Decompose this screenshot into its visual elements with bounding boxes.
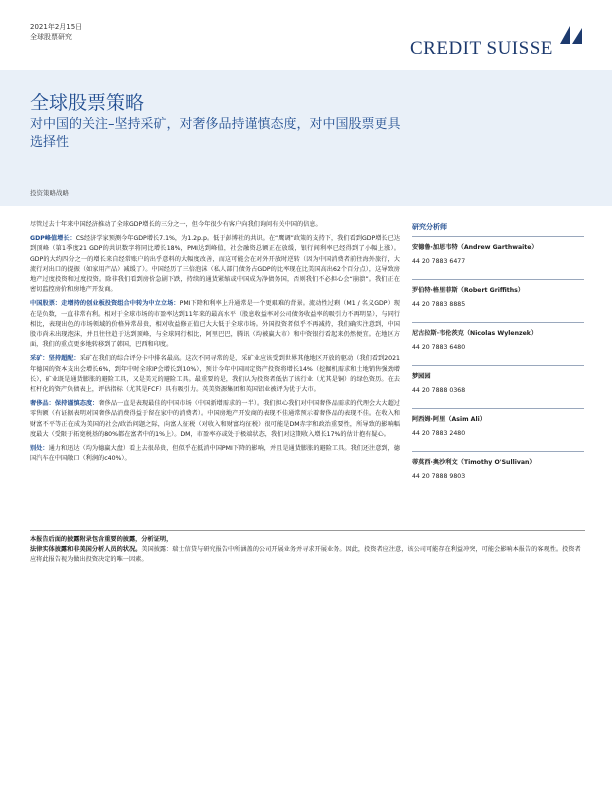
paragraph-lead: 采矿：坚持超配： (30, 355, 80, 363)
series-label: 投资策略战略 (30, 189, 69, 197)
analyst-name: 罗伯特·格里菲斯（Robert Griffiths） (412, 287, 525, 294)
paragraph-text: 奢侈品一直是表现最佳的中国市场（中国新增需求的一半）。我们担心我们对中国奢侈品需求的代理会大大超过零售额（有证据表明对国奢侈品消费得益于留在家中的消费者）。中国房地产开发商的表现不佳通常预示着奢侈品的表现不佳。在收入和财富不平等正在成为美国的社会/政治问题之际，向富人征税（对收入和财富均征税）很可能是DM赤字和政治重要性，所导致的影响幅度最大（受限于拓宽税基的80%都在富者中的1%上）。DM，市盈率亦或处于极端状态，我们对这期收入增长17%的估计抱有疑心。 (30, 400, 400, 438)
analyst-phone: 44 20 7883 2480 (412, 430, 466, 437)
body-paragraph (30, 299, 400, 350)
disclosure-footer (30, 530, 585, 565)
body-paragraph (30, 234, 400, 295)
analyst-entry (412, 236, 584, 279)
analysts-heading: 研究分析师 (412, 223, 447, 231)
page-title: 全球股票策略 (30, 92, 145, 114)
analyst-name: 尼古拉斯·韦伦茨克（Nicolas Wylenzek） (412, 330, 538, 337)
analyst-name: 阿西姆·阿里（Asim Ali） (412, 416, 486, 423)
report-meta (30, 22, 82, 42)
paragraph-text: PMI下降和利率上升通常是一个更艰难的背景。流动性过剩（M1 / 名义GDP）现在是负数，一直非常有利。相对于全球市场的市盈率达到11年来的最高水平（股息收益率对公司债务收益率的吸引力不再明显），与同行相比，表现出色的市场领域的价格异常昂贵，相对收益修正值已大大低于全球市场。外国投资者似乎不再减持，我们确实注意到，中国股市尚未出现泡沫，并且往往趋于达到顶峰，与全球同行相比，阿里巴巴，腾讯（均被赢大市）和中资银行看起来仍然便宜。在地区方面，我们的重点更多地转移到了韩国，巴西和印度。 (30, 300, 400, 349)
analyst-entry (412, 322, 584, 365)
paragraph-lead: GDP峰值增长： (30, 235, 76, 243)
analyst-name: 安德鲁·加思韦特（Andrew Garthwaite） (412, 244, 538, 251)
logo-wordmark: CREDIT SUISSE (410, 38, 553, 59)
paragraph-lead: 奢侈品：保持谨慎态度： (30, 400, 99, 408)
analyst-entry (412, 408, 584, 451)
analyst-entry (412, 451, 584, 494)
body-paragraph (30, 444, 400, 464)
analyst-phone: 44 20 7883 6480 (412, 344, 466, 351)
paragraph-text: CS经济学家预测今年GDP增长7.1%，为1.2p.p。低于彭博社的共识。在“鹰调”政策的支持下，我们看到GDP增长已达到顶峰（第1季度21 GDP的共识数字将同比增长18%，PMI达到峰值，社会融资总额正在放缓，银行间利率已经得到了小幅上涨）。GDP的大约四分之一的增长来自经常账户的出乎意料的大幅度改善，而这可能会在对外开放时逆转（因为中国消费者前往海外旅行，大流行对出口的提振（如家用产品）减缓了）。中国经历了三倍泡沫（私人部门债务占GDP的比率现在比美国高出62个百分点），这导致房地产过度投资和过度投资。除非我们看到房价急剧下跌，持续的通货紧缩或中国成为净债务国，否则我们不必担心会“崩溃”。我们正在密切监控房价和房地产开发商。 (30, 235, 401, 294)
analyst-phone: 44 20 7888 0368 (412, 387, 466, 394)
report-department: 全球股票研究 (30, 33, 72, 41)
paragraph-text: 通力和迅达（均为德赢大盘）看上去很昂贵，但似乎在抵消中国PMI下降的影响，并且是通货膨胀的避险工具。我们还注意到，德国汽车在中国敞口（利润的c40%）。 (30, 445, 400, 463)
paragraph-text: 采矿在我们的综合评分卡中排名最高。这次不同寻常的是，采矿业应该受到世界其他地区开放的驱动（我们看到2021年德国的资本支出会增长6%，到年中时全球IP会增长到10%），预计今年中国固定资产投资将增长14%（挖掘机需求和土地销售强劲增长），矿业既是通货膨胀的避险工具，又是美元的避险工具。最重要的是，我们认为投资者低估了该行业（尤其是铜）的绿色资历。在去杠杆化的资产负债表上，评估指标（尤其是FCF）具有吸引力。英美资源集团和英国铝业被评为优于大市。 (30, 355, 400, 394)
sails-icon (556, 24, 588, 48)
report-date: 2021年2月15日 (30, 23, 83, 31)
analyst-phone: 44 20 7883 6477 (412, 258, 466, 265)
body-column (30, 220, 400, 468)
page-subtitle: 对中国的关注–坚持采矿，对奢侈品持谨慎态度，对中国股票更具选择性 (30, 117, 401, 150)
disclosure-text: 美国披露：瑞士信贷与研究报告中所涵盖的公司开展业务并寻求开展业务。因此，投资者应注意，该公司可能存在利益冲突，可能会影响本报告的客观性。投资者应将此报告视为做出投资决定的唯一因素。 (30, 546, 581, 563)
analyst-entry (412, 365, 584, 408)
disclosure-heading: 本报告后面的披露附录包含重要的披露，分析证明， (30, 536, 173, 543)
disclosure-lead: 法律实体披露和非美国分析人员的状况。 (30, 546, 142, 553)
body-paragraph (30, 399, 400, 440)
analyst-name: 蒂莫西·奥沙利文（Timothy O'Sullivan） (412, 459, 536, 466)
intro-paragraph: 尽管过去十年来中国经济推动了全球GDP增长的三分之一，但今年很少有客户向我们询问有关中国的信息。 (30, 221, 322, 228)
analyst-name: 梦园园 (412, 373, 431, 380)
paragraph-lead: 别处： (30, 445, 49, 453)
paragraph-lead: 中国股票：走增持的创业板投资组合中转为中立立场： (30, 300, 180, 308)
credit-suisse-logo (410, 24, 586, 66)
analyst-sidebar (412, 222, 584, 494)
analyst-entry (412, 279, 584, 322)
analyst-phone: 44 20 7883 8885 (412, 301, 466, 308)
analyst-phone: 44 20 7888 9803 (412, 473, 466, 480)
body-paragraph (30, 354, 400, 395)
